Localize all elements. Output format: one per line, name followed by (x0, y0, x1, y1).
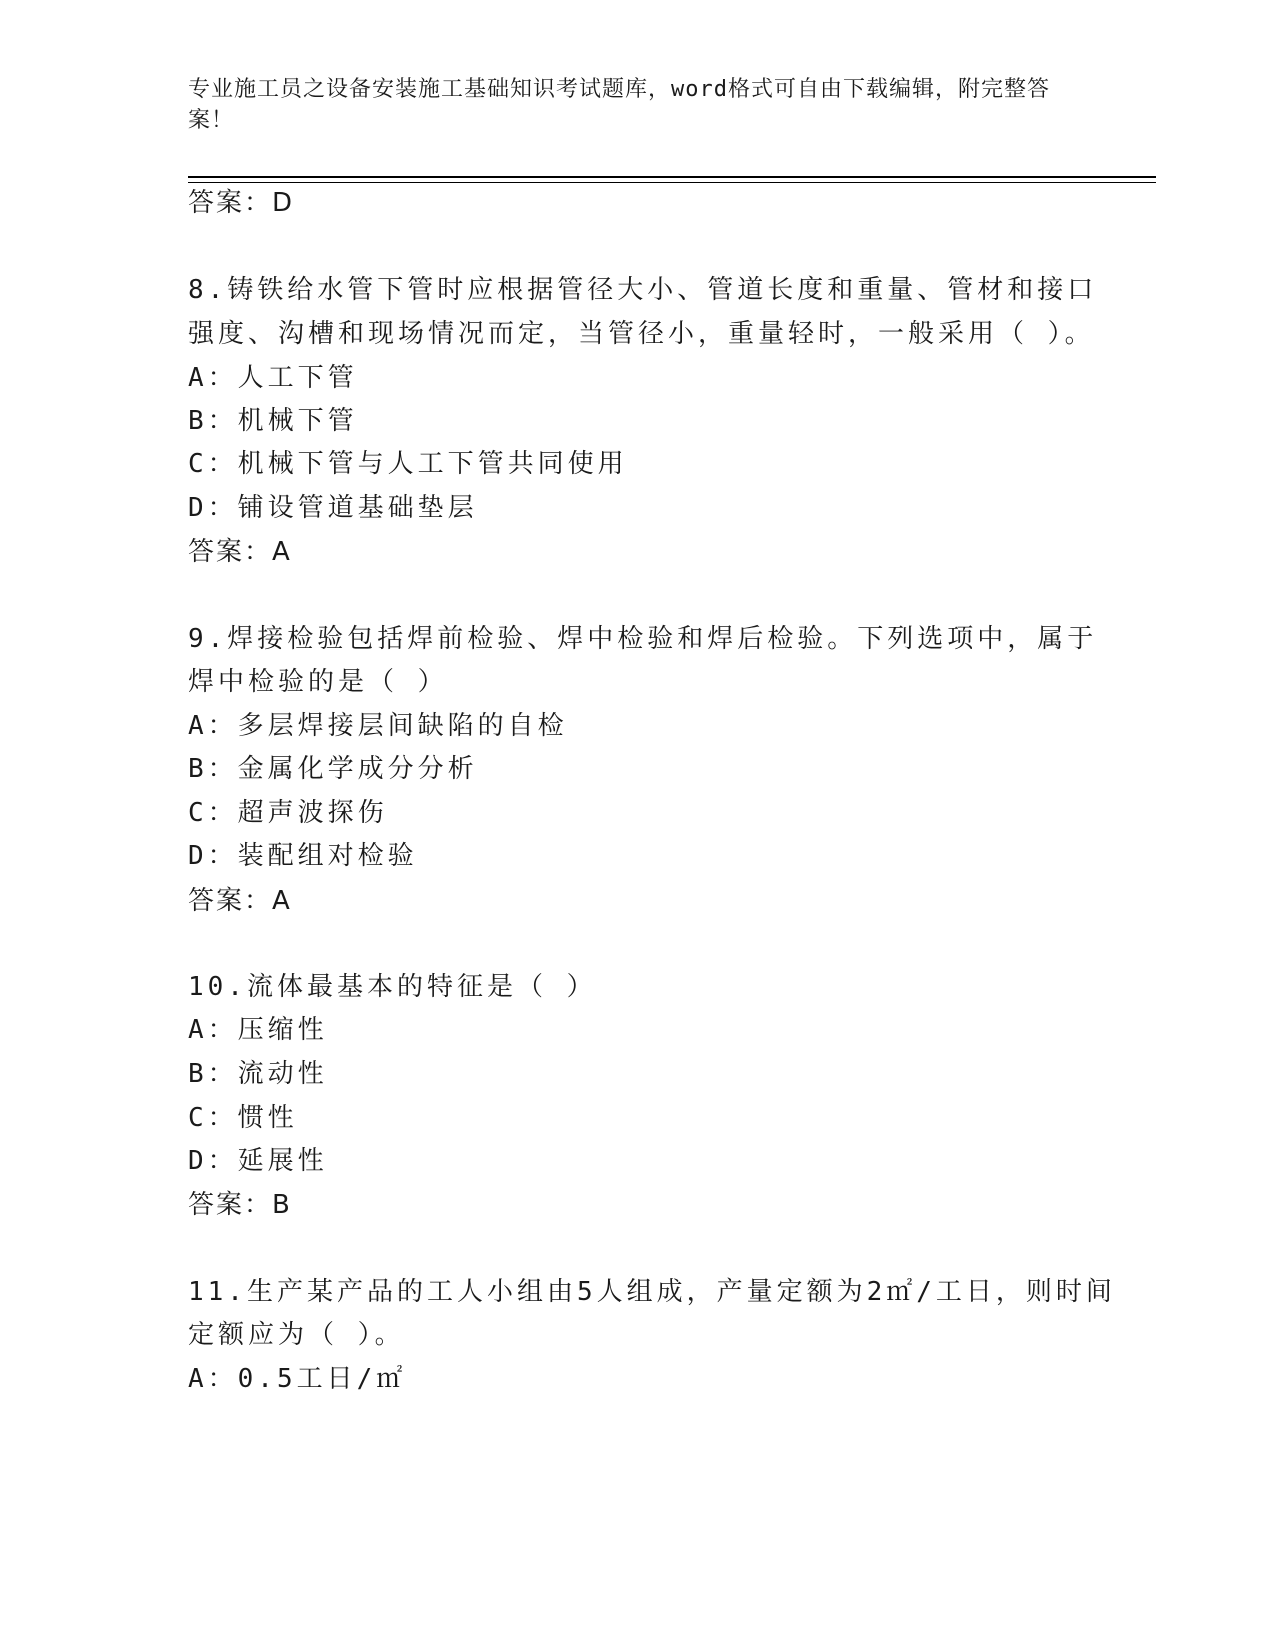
question-8-answer (188, 530, 292, 574)
question-10-stem-line-1: 10.流体最基本的特征是（ ） (188, 972, 597, 1002)
answer-value: B (272, 1190, 292, 1220)
question-9-answer (188, 879, 292, 923)
question-8-stem-line-1: 8.铸铁给水管下管时应根据管径大小、管道长度和重量、管材和接口 (188, 275, 1098, 305)
answer-prefix: 答案： (188, 537, 273, 567)
answer-prefix: 答案： (188, 188, 273, 218)
header-rule-thick (188, 176, 1156, 178)
question-10-option-d: D：延展性 (188, 1146, 328, 1176)
question-10-option-b: B：流动性 (188, 1059, 328, 1089)
question-10-option-a: A：压缩性 (188, 1015, 328, 1045)
question-9-option-d: D：装配组对检验 (188, 841, 418, 871)
question-10-answer (188, 1183, 292, 1227)
question-11-stem-line-2: 定额应为（ ）。 (188, 1320, 405, 1350)
question-9-option-c: C：超声波探伤 (188, 798, 388, 828)
document-header: 专业施工员之设备安装施工基础知识考试题库，word格式可自由下载编辑，附完整答案！ (188, 77, 1050, 133)
question-8-option-c: C：机械下管与人工下管共同使用 (188, 449, 628, 479)
question-9-stem-line-1: 9.焊接检验包括焊前检验、焊中检验和焊后检验。下列选项中，属于 (188, 624, 1098, 654)
answer-value: A (272, 537, 292, 567)
question-8-option-b: B：机械下管 (188, 406, 358, 436)
question-8-option-d: D：铺设管道基础垫层 (188, 493, 478, 523)
question-8-option-a: A：人工下管 (188, 363, 358, 393)
answer-prefix: 答案： (188, 1190, 273, 1220)
question-8-stem-line-2: 强度、沟槽和现场情况而定，当管径小，重量轻时，一般采用（ ）。 (188, 319, 1095, 349)
question-9-stem-line-2: 焊中检验的是（ ） (188, 667, 448, 697)
question-9-option-a: A：多层焊接层间缺陷的自检 (188, 711, 568, 741)
question-10-option-c: C：惯性 (188, 1103, 298, 1133)
header-rule-thin (188, 182, 1156, 183)
answer-value: A (272, 886, 292, 916)
question-9-option-b: B：金属化学成分分析 (188, 754, 478, 784)
question-11-option-a: A：0.5工日/㎡ (188, 1364, 407, 1394)
answer-prefix: 答案： (188, 886, 273, 916)
answer-line (188, 183, 294, 223)
question-11-stem-line-1: 11.生产某产品的工人小组由5人组成，产量定额为2㎡/工日，则时间 (188, 1277, 1116, 1307)
answer-value: D (272, 188, 295, 218)
